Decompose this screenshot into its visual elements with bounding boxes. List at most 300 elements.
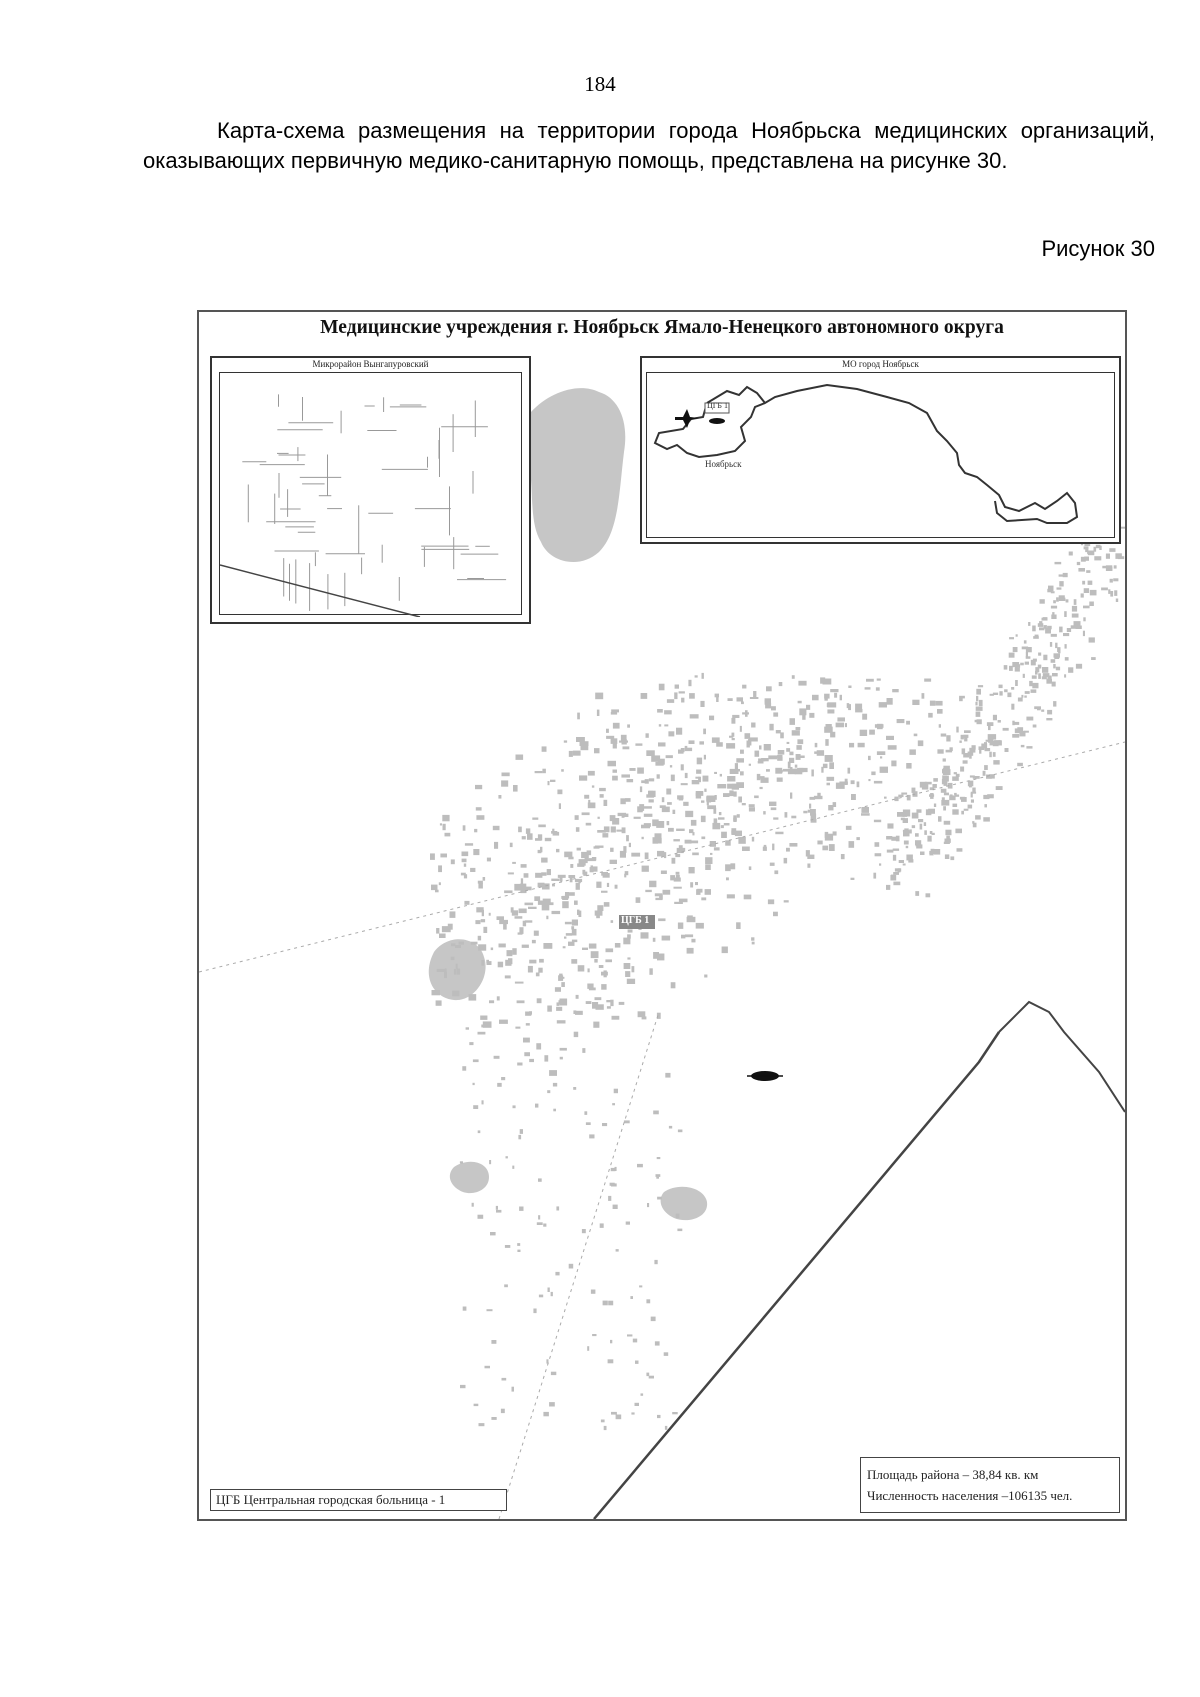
building-block: [479, 1423, 485, 1426]
building-block: [529, 1059, 534, 1062]
building-block: [568, 857, 573, 860]
building-block: [772, 844, 774, 851]
building-block: [560, 1048, 567, 1051]
building-block: [727, 784, 736, 789]
building-block: [1032, 626, 1036, 632]
building-block: [637, 1164, 643, 1167]
building-block: [725, 864, 731, 871]
building-block: [1101, 588, 1108, 591]
building-block: [490, 1232, 496, 1235]
building-block: [1114, 565, 1117, 568]
building-block: [788, 762, 791, 769]
building-block: [784, 858, 788, 864]
building-block: [1026, 717, 1033, 721]
building-block: [809, 804, 811, 809]
building-block: [705, 864, 711, 870]
building-block: [478, 1130, 481, 1133]
building-block: [875, 853, 882, 856]
building-block: [936, 701, 943, 706]
building-block: [802, 714, 805, 720]
building-block: [740, 750, 744, 754]
building-block: [702, 673, 704, 679]
building-block: [489, 1000, 494, 1003]
building-block: [541, 901, 544, 903]
building-block: [551, 1372, 556, 1375]
building-block: [704, 789, 706, 792]
building-block: [612, 1103, 615, 1105]
building-block: [1110, 579, 1113, 583]
building-block: [663, 890, 671, 895]
building-block: [604, 800, 608, 806]
building-block: [960, 767, 964, 772]
building-block: [945, 830, 951, 836]
building-block: [710, 853, 712, 855]
building-block: [879, 702, 887, 707]
building-block: [657, 709, 663, 713]
building-block: [451, 859, 455, 864]
building-block: [825, 834, 833, 841]
building-block: [1029, 681, 1033, 686]
building-block: [538, 1215, 540, 1219]
building-block: [653, 1111, 659, 1115]
building-block: [701, 800, 704, 802]
building-block: [659, 684, 665, 691]
building-block: [539, 959, 544, 963]
building-block: [438, 865, 442, 872]
building-block: [641, 693, 648, 699]
building-block: [578, 881, 580, 883]
building-block: [797, 756, 805, 759]
building-block: [460, 1161, 463, 1163]
building-block: [553, 1109, 556, 1112]
building-block: [969, 756, 972, 759]
building-block: [497, 1083, 502, 1087]
building-block: [1042, 618, 1048, 621]
building-block: [912, 825, 915, 828]
building-block: [880, 767, 888, 773]
building-block: [784, 900, 789, 902]
building-block: [896, 836, 900, 842]
building-block: [744, 895, 752, 900]
building-block: [704, 755, 706, 760]
building-block: [976, 689, 981, 695]
building-block: [573, 1010, 576, 1014]
building-block: [934, 804, 936, 808]
inset-title: Микрорайон Вынгапуровский: [312, 359, 429, 369]
building-block: [624, 963, 631, 969]
building-block: [481, 960, 484, 966]
building-block: [671, 775, 675, 782]
building-block: [1053, 664, 1056, 668]
building-block: [726, 877, 729, 880]
district-boundary: [999, 1002, 1125, 1112]
building-block: [595, 997, 602, 1000]
building-block: [506, 1156, 508, 1158]
building-block: [845, 723, 847, 727]
building-block: [662, 807, 670, 813]
building-block: [543, 1224, 546, 1227]
building-block: [624, 1120, 630, 1123]
inset-vyngapurovsky: [210, 356, 531, 624]
building-block: [630, 1296, 633, 1299]
building-block: [975, 815, 981, 819]
building-block: [959, 696, 965, 699]
building-block: [681, 935, 685, 939]
building-block: [563, 946, 566, 948]
building-block: [789, 843, 797, 847]
building-block: [696, 923, 704, 929]
building-block: [475, 920, 480, 924]
building-block: [537, 1222, 543, 1225]
building-block: [645, 853, 649, 860]
building-block: [886, 885, 890, 890]
building-block: [957, 848, 963, 852]
building-block: [678, 750, 684, 754]
building-block: [616, 1415, 622, 1420]
building-block: [848, 768, 851, 774]
building-block: [478, 883, 483, 889]
building-block: [736, 782, 744, 788]
building-block: [604, 1426, 607, 1430]
building-block: [912, 700, 919, 705]
building-block: [689, 740, 695, 744]
building-block: [795, 765, 798, 768]
building-block: [874, 781, 882, 784]
building-block: [611, 738, 618, 744]
building-block: [869, 730, 875, 735]
building-block: [899, 860, 904, 863]
building-block: [898, 795, 903, 798]
building-block: [591, 866, 598, 871]
building-block: [579, 775, 587, 780]
building-block: [736, 758, 744, 762]
building-block: [595, 693, 603, 700]
building-block: [685, 773, 688, 778]
building-block: [912, 788, 916, 793]
building-block: [825, 755, 833, 762]
building-block: [521, 878, 523, 885]
building-block: [700, 701, 704, 707]
building-block: [770, 863, 775, 866]
building-block: [817, 841, 822, 845]
building-block: [977, 719, 982, 724]
building-block: [576, 737, 585, 742]
inset-municipality: [640, 356, 1121, 544]
building-block: [431, 885, 438, 891]
building-block: [649, 1376, 654, 1379]
building-block: [778, 750, 785, 755]
building-block: [655, 893, 662, 896]
building-block: [909, 749, 916, 755]
building-block: [729, 736, 733, 738]
building-block: [1012, 721, 1014, 726]
building-block: [851, 780, 855, 784]
building-block: [556, 1007, 562, 1011]
building-block: [603, 1301, 608, 1306]
building-block: [584, 795, 589, 799]
building-block: [608, 761, 617, 767]
building-block: [559, 803, 561, 809]
building-block: [811, 814, 817, 820]
building-block: [1007, 693, 1011, 698]
building-block: [535, 873, 542, 878]
building-block: [486, 960, 489, 964]
building-block: [1059, 581, 1063, 586]
building-block: [730, 769, 739, 774]
building-block: [616, 1249, 619, 1252]
building-block: [476, 807, 482, 810]
building-block: [833, 831, 837, 835]
building-block: [502, 1378, 507, 1381]
building-block: [573, 1087, 576, 1090]
building-block: [473, 1083, 475, 1085]
building-block: [1055, 562, 1062, 564]
building-block: [792, 675, 795, 679]
building-block: [538, 825, 546, 828]
building-block: [627, 1334, 632, 1336]
building-block: [685, 840, 692, 844]
building-block: [993, 752, 996, 757]
building-block: [717, 784, 726, 788]
building-block: [1043, 673, 1050, 677]
building-block: [512, 948, 516, 955]
building-block: [857, 782, 860, 788]
building-block: [510, 843, 513, 847]
building-block: [742, 685, 746, 689]
building-block: [727, 776, 735, 782]
building-block: [513, 1105, 516, 1108]
building-block: [941, 789, 947, 793]
building-block: [1064, 611, 1067, 617]
building-block: [879, 863, 881, 865]
building-block: [964, 730, 971, 733]
building-block: [884, 797, 887, 799]
building-block: [1032, 683, 1038, 688]
building-block: [1091, 657, 1096, 660]
building-block: [745, 733, 751, 739]
building-block: [549, 1402, 555, 1406]
building-block: [789, 752, 793, 756]
building-block: [1088, 581, 1093, 585]
building-block: [999, 691, 1002, 695]
building-block: [611, 1412, 617, 1415]
building-block: [665, 1426, 667, 1430]
building-block: [847, 703, 850, 708]
building-block: [602, 833, 608, 837]
building-block: [1012, 734, 1019, 738]
building-block: [1068, 667, 1073, 673]
building-block: [1114, 590, 1117, 596]
building-block: [697, 758, 702, 765]
building-block: [703, 729, 706, 735]
building-block: [440, 823, 442, 825]
building-block: [812, 695, 819, 701]
building-block: [464, 864, 466, 867]
building-block: [672, 1412, 678, 1414]
building-block: [649, 968, 652, 975]
inset-cgb-label: ЦГБ 1: [707, 401, 728, 410]
building-block: [534, 931, 539, 936]
building-block: [955, 795, 959, 797]
building-block: [712, 737, 720, 743]
building-block: [595, 911, 603, 916]
building-block: [1081, 593, 1084, 597]
building-block: [1009, 666, 1013, 671]
building-block: [600, 794, 604, 798]
building-block: [964, 809, 969, 811]
building-block: [811, 770, 814, 777]
building-block: [1065, 644, 1067, 649]
building-block: [621, 735, 627, 741]
building-block: [984, 765, 988, 770]
building-block: [720, 774, 722, 777]
building-block: [634, 817, 641, 819]
building-block: [518, 827, 522, 833]
inset-title: МО город Ноябрьск: [842, 359, 919, 369]
building-block: [1064, 674, 1066, 677]
building-block: [538, 968, 542, 973]
building-block: [576, 883, 580, 890]
building-block: [1009, 637, 1014, 639]
building-block: [822, 846, 828, 851]
building-block: [604, 902, 610, 907]
cgb-map-label: ЦГБ 1: [621, 915, 650, 926]
building-block: [1020, 663, 1024, 666]
building-block: [473, 1059, 479, 1062]
building-block: [726, 743, 735, 749]
building-block: [681, 764, 684, 770]
building-block: [695, 882, 698, 885]
building-block: [993, 760, 999, 765]
building-block: [564, 852, 572, 858]
building-block: [611, 709, 619, 712]
building-block: [552, 911, 561, 914]
building-block: [456, 964, 458, 969]
lake-shape: [525, 388, 626, 562]
building-block: [824, 727, 833, 733]
building-block: [533, 1309, 536, 1314]
building-block: [655, 1341, 660, 1345]
building-block: [904, 841, 909, 845]
building-block: [591, 1290, 596, 1294]
building-block: [560, 999, 568, 1006]
building-block: [514, 884, 521, 891]
building-block: [646, 750, 655, 756]
building-block: [529, 960, 536, 964]
building-block: [536, 973, 540, 977]
building-block: [829, 762, 834, 769]
building-block: [880, 756, 882, 758]
municipality-boundary: [707, 385, 1077, 523]
building-block: [571, 959, 577, 964]
building-block: [642, 837, 644, 839]
building-block: [1033, 636, 1039, 639]
building-block: [975, 702, 977, 706]
building-block: [515, 982, 524, 984]
building-block: [478, 1215, 484, 1219]
building-block: [649, 791, 653, 796]
building-block: [1038, 673, 1041, 679]
building-block: [588, 803, 596, 809]
building-block: [675, 854, 680, 857]
building-block: [987, 722, 994, 726]
building-block: [655, 898, 662, 900]
building-block: [942, 797, 945, 801]
building-block: [990, 741, 996, 746]
building-block: [582, 1229, 586, 1233]
building-block: [815, 743, 818, 747]
building-block: [986, 775, 992, 779]
building-block: [915, 840, 921, 845]
building-block: [635, 1361, 639, 1364]
building-block: [924, 679, 931, 682]
building-block: [874, 820, 881, 823]
building-block: [798, 681, 806, 686]
building-block: [903, 831, 910, 837]
building-block: [666, 755, 673, 758]
building-block: [930, 701, 936, 706]
building-block: [483, 927, 487, 933]
stats-population: Численность населения –106135 чел.: [867, 1488, 1073, 1503]
building-block: [721, 832, 727, 838]
building-block: [568, 892, 575, 896]
building-block: [600, 1223, 604, 1228]
building-block: [701, 897, 706, 900]
building-block: [800, 709, 803, 715]
building-block: [466, 1027, 469, 1029]
building-block: [979, 700, 983, 706]
building-block: [1083, 606, 1090, 609]
building-block: [601, 891, 608, 893]
building-block: [1056, 597, 1059, 601]
building-block: [888, 745, 897, 750]
building-block: [906, 721, 910, 725]
building-block: [576, 995, 579, 999]
building-block: [608, 1196, 611, 1201]
building-block: [732, 715, 739, 718]
building-block: [952, 776, 959, 781]
building-block: [716, 696, 719, 702]
building-block: [920, 824, 923, 830]
building-block: [1035, 671, 1038, 675]
building-block: [548, 1288, 550, 1293]
building-block: [926, 809, 932, 815]
building-block: [586, 823, 592, 826]
building-block: [999, 685, 1003, 689]
building-block: [463, 1307, 467, 1311]
building-block: [627, 724, 630, 727]
building-block: [773, 817, 778, 819]
building-block: [587, 1346, 589, 1351]
building-block: [599, 965, 604, 968]
building-block: [451, 943, 456, 946]
building-block: [547, 1006, 552, 1012]
building-block: [976, 712, 981, 717]
building-block: [539, 1295, 543, 1298]
building-block: [547, 869, 551, 875]
building-block: [710, 841, 716, 847]
building-block: [572, 920, 578, 926]
building-block: [489, 1160, 491, 1164]
building-block: [627, 779, 634, 782]
building-block: [670, 765, 672, 767]
building-block: [462, 852, 469, 857]
building-block: [754, 796, 759, 799]
building-block: [649, 778, 654, 781]
building-block: [695, 777, 699, 779]
building-block: [535, 1104, 538, 1108]
building-block: [763, 847, 767, 851]
